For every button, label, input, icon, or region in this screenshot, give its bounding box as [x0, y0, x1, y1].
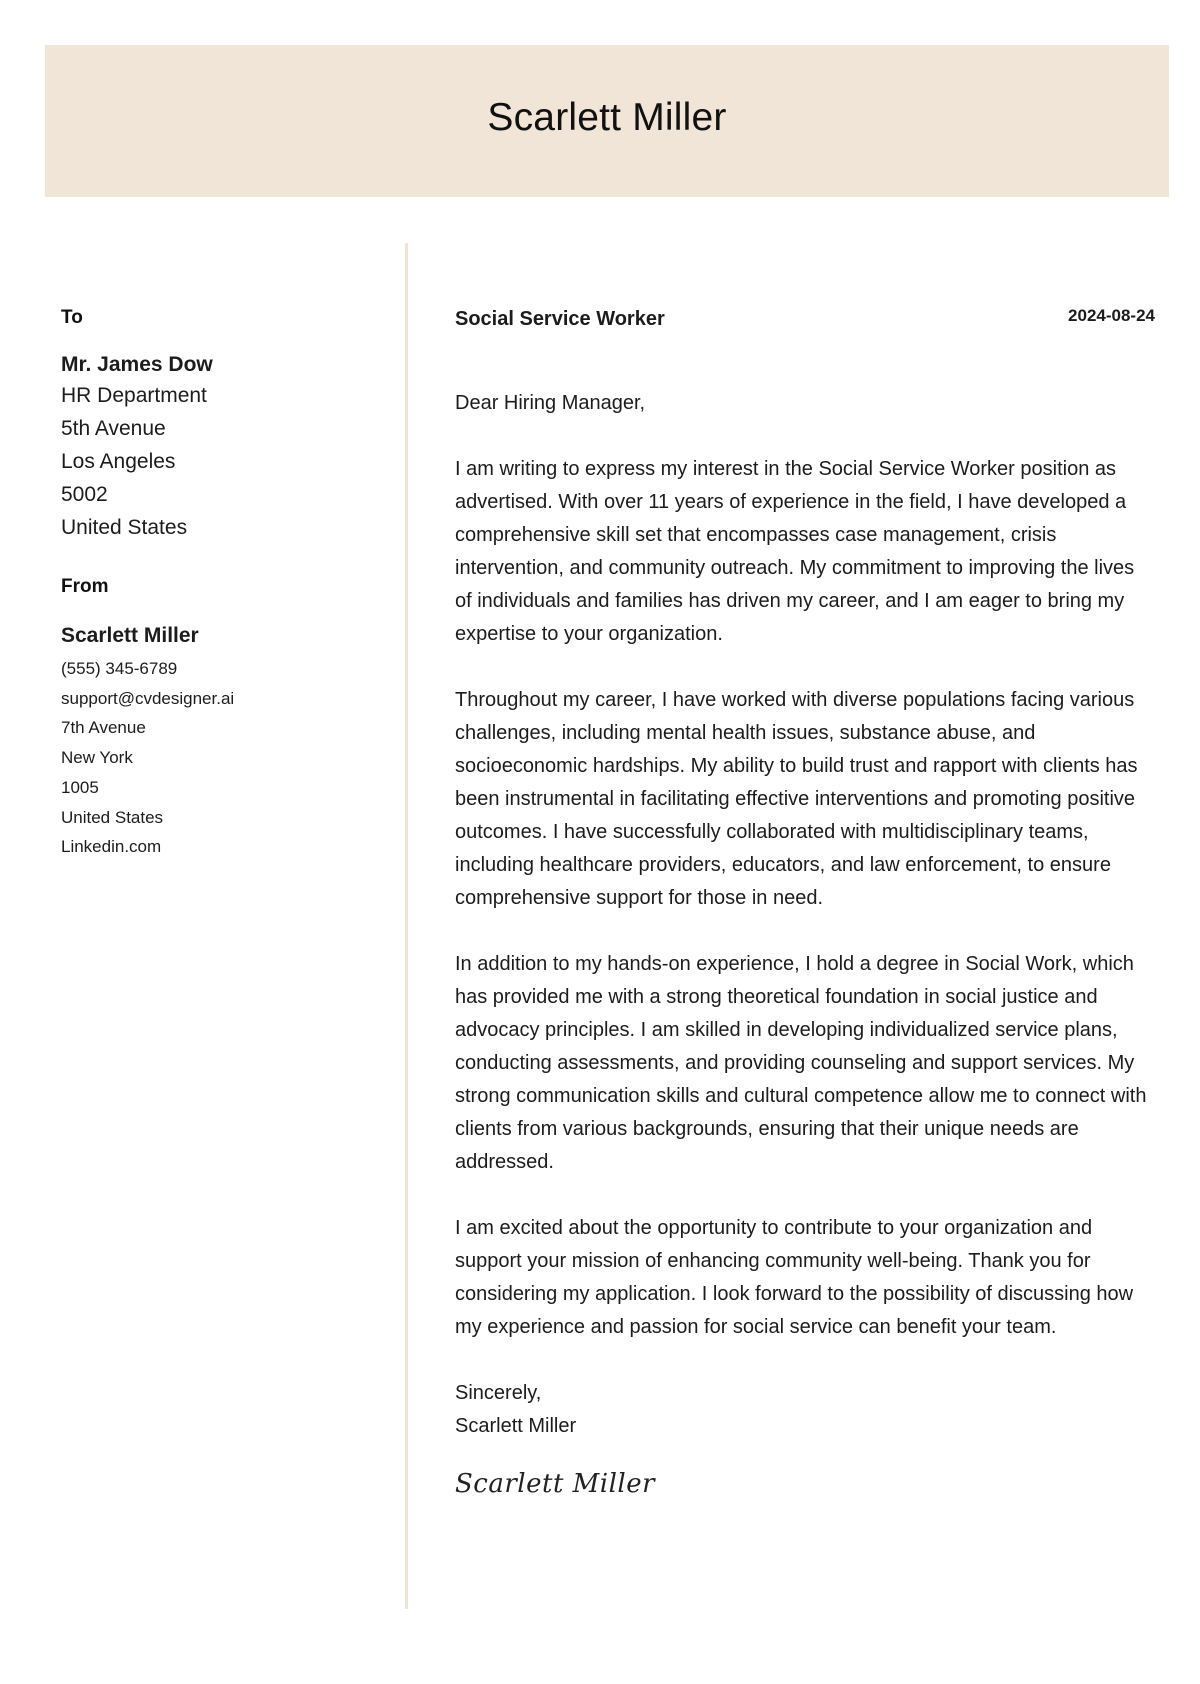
sender-website: Linkedin.com [61, 837, 162, 857]
sender-zip: 1005 [61, 777, 99, 797]
letter-date: 2024-08-24 [1068, 306, 1155, 325]
recipient-name: Mr. James Dow [61, 353, 213, 376]
sender-phone: (555) 345-6789 [61, 659, 178, 678]
sender-street: 7th Avenue [61, 718, 146, 738]
letter-paragraph: Throughout my career, I have worked with diverse populations facing various challenges, including mental health issues, substance abuse, and socioeconomic hardships. My ability to build trust and rapport with clients has been instrumental in facilitating effective interventions and promoting positive outcomes. I have successfully collaborated with multidisciplinary teams, including healthcare providers, educators, and law enforcement, to ensure comprehensive support for those in need. [455, 689, 1138, 909]
recipient-street: 5th Avenue [61, 417, 166, 440]
sender-name: Scarlett Miller [61, 624, 199, 647]
sender-email: support@cvdesigner.ai [61, 688, 235, 708]
to-label: To [61, 307, 83, 328]
signature: Scarlett Miller [455, 1469, 656, 1499]
letter-body [455, 305, 1155, 1499]
column-divider [405, 243, 408, 1609]
sender-city: New York [61, 748, 133, 768]
from-label: From [61, 576, 109, 597]
letter-paragraph: I am excited about the opportunity to contribute to your organization and support your mission of enhancing community well-being. Thank you for considering my application. I look forward to the possibility of discussing how my experience and passion for social service can benefit your team. [455, 1217, 1134, 1338]
recipient-zip: 5002 [61, 483, 108, 506]
closing-name: Scarlett Miller [455, 1415, 577, 1437]
closing: Sincerely, [455, 1382, 542, 1404]
letter-heading [455, 305, 1155, 365]
recipient-country: United States [61, 516, 188, 539]
sidebar [61, 305, 381, 862]
letter-paragraph: I am writing to express my interest in the Social Service Worker position as advertised. With over 11 years of experience in the field, I have developed a comprehensive skill set that encompasses case management, crisis intervention, and community outreach. My commitment to improving the lives of individuals and families has driven my career, and I am eager to bring my expertise to your organization. [455, 458, 1135, 645]
header-band [45, 45, 1169, 197]
letter-paragraph: In addition to my hands-on experience, I hold a degree in Social Work, which has provided me with a strong theoretical foundation in social justice and advocacy principles. I am skilled in developing individualized service plans, conducting assessments, and providing counseling and support services. My strong communication skills and cultural competence allow me to connect with clients from various backgrounds, ensuring that their unique needs are addressed. [455, 953, 1147, 1173]
recipient-department: HR Department [61, 384, 207, 407]
salutation: Dear Hiring Manager, [455, 392, 646, 414]
recipient-city: Los Angeles [61, 450, 176, 473]
page-title: Scarlett Miller [487, 96, 727, 139]
sender-country: United States [61, 807, 164, 827]
job-title: Social Service Worker [455, 308, 665, 330]
